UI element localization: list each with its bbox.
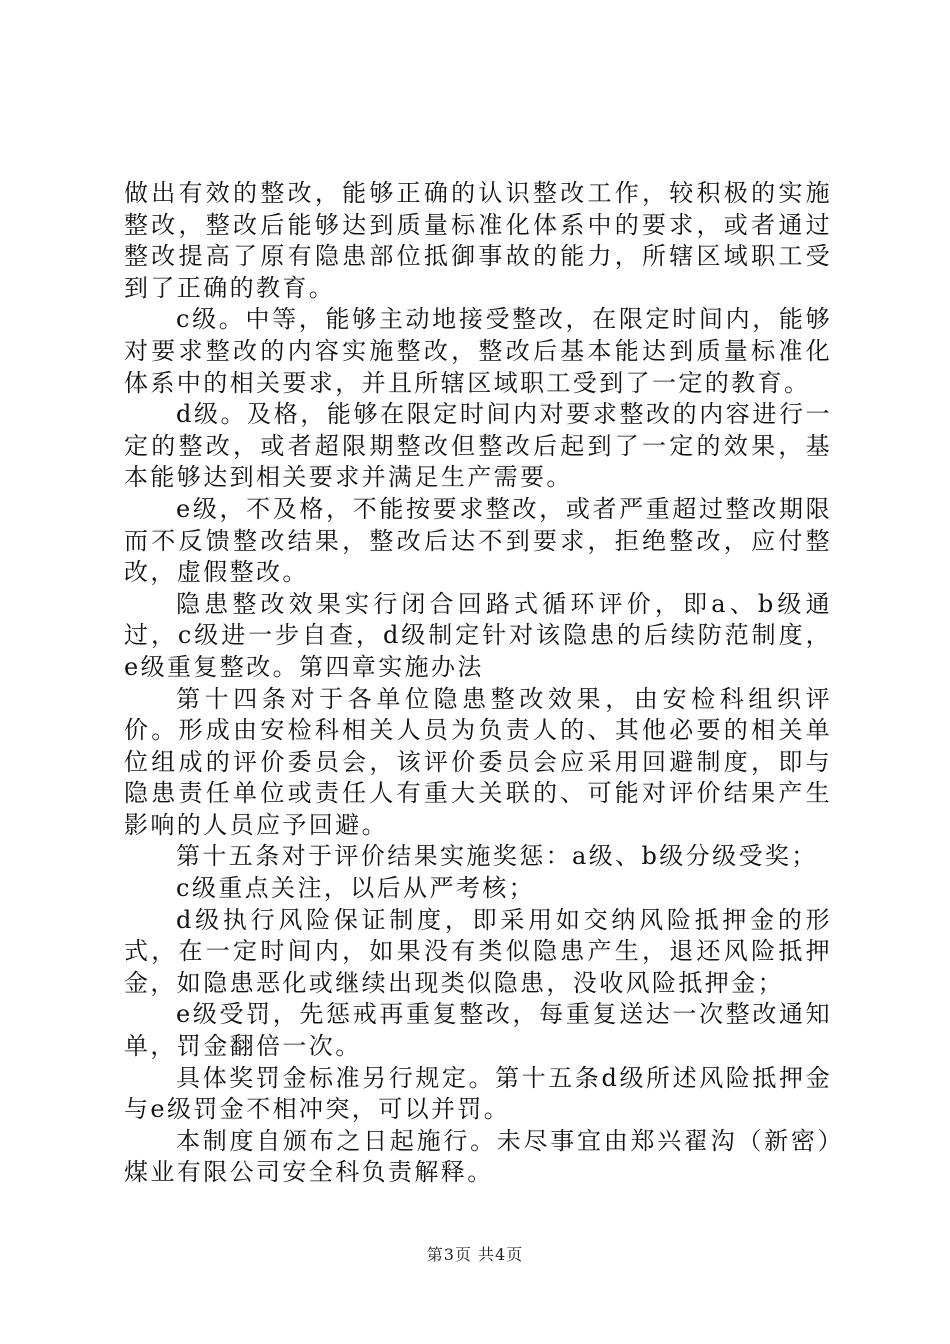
paragraph-grade-e-penalty: e级受罚，先惩戒再重复整改，每重复送达一次整改通知单，罚金翻倍一次。	[124, 1000, 832, 1061]
paragraph-grade-b-continued: 做出有效的整改，能够正确的认识整改工作，较积极的实施整改，整改后能够达到质量标准化体系中的要求，或者通过整改提高了原有隐患部位抵御事故的能力，所辖区域职工受到了正确的教育。	[124, 179, 832, 302]
paragraph-effective-date: 本制度自颁布之日起施行。未尽事宜由郑兴翟沟（新密）煤业有限公司安全科负责解释。	[124, 1126, 832, 1187]
paragraph-article-14: 第十四条对于各单位隐患整改效果，由安检科组织评价。形成由安检科相关人员为负责人的、其他必要的相关单位组成的评价委员会，该评价委员会应采用回避制度，即与隐患责任单位或责任人有重大关联的、可能对评价结果产生影响的人员应予回避。	[124, 684, 832, 839]
paragraph-grade-e: e级，不及格，不能按要求整改，或者严重超过整改期限而不反馈整改结果，整改后达不到要求，拒绝整改，应付整改，虚假整改。	[124, 494, 832, 587]
paragraph-closed-loop-evaluation: 隐患整改效果实行闭合回路式循环评价，即a、b级通过，c级进一步自查，d级制定针对该隐患的后续防范制度，e级重复整改。第四章实施办法	[124, 589, 832, 681]
paragraph-grade-d-penalty: d级执行风险保证制度，即采用如交纳风险抵押金的形式，在一定时间内，如果没有类似隐患产生，退还风险抵押金，如隐患恶化或继续出现类似隐患，没收风险抵押金；	[124, 905, 832, 997]
paragraph-grade-c-penalty: c级重点关注，以后从严考核；	[176, 874, 536, 903]
page-number-footer: 第3页 共4页	[426, 1245, 524, 1264]
paragraph-article-15: 第十五条对于评价结果实施奖惩：a级、b级分级受奖；	[176, 842, 818, 871]
document-body	[124, 178, 832, 1189]
paragraph-grade-c: c级。中等，能够主动地接受整改，在限定时间内，能够对要求整改的内容实施整改，整改后基本能达到质量标准化体系中的相关要求，并且所辖区域职工受到了一定的教育。	[124, 305, 832, 397]
paragraph-reward-standard: 具体奖罚金标准另行规定。第十五条d级所述风险抵押金与e级罚金不相冲突，可以并罚。	[124, 1063, 832, 1124]
paragraph-grade-d: d级。及格，能够在限定时间内对要求整改的内容进行一定的整改，或者超限期整改但整改后起到了一定的效果，基本能够达到相关要求并满足生产需要。	[124, 400, 832, 492]
